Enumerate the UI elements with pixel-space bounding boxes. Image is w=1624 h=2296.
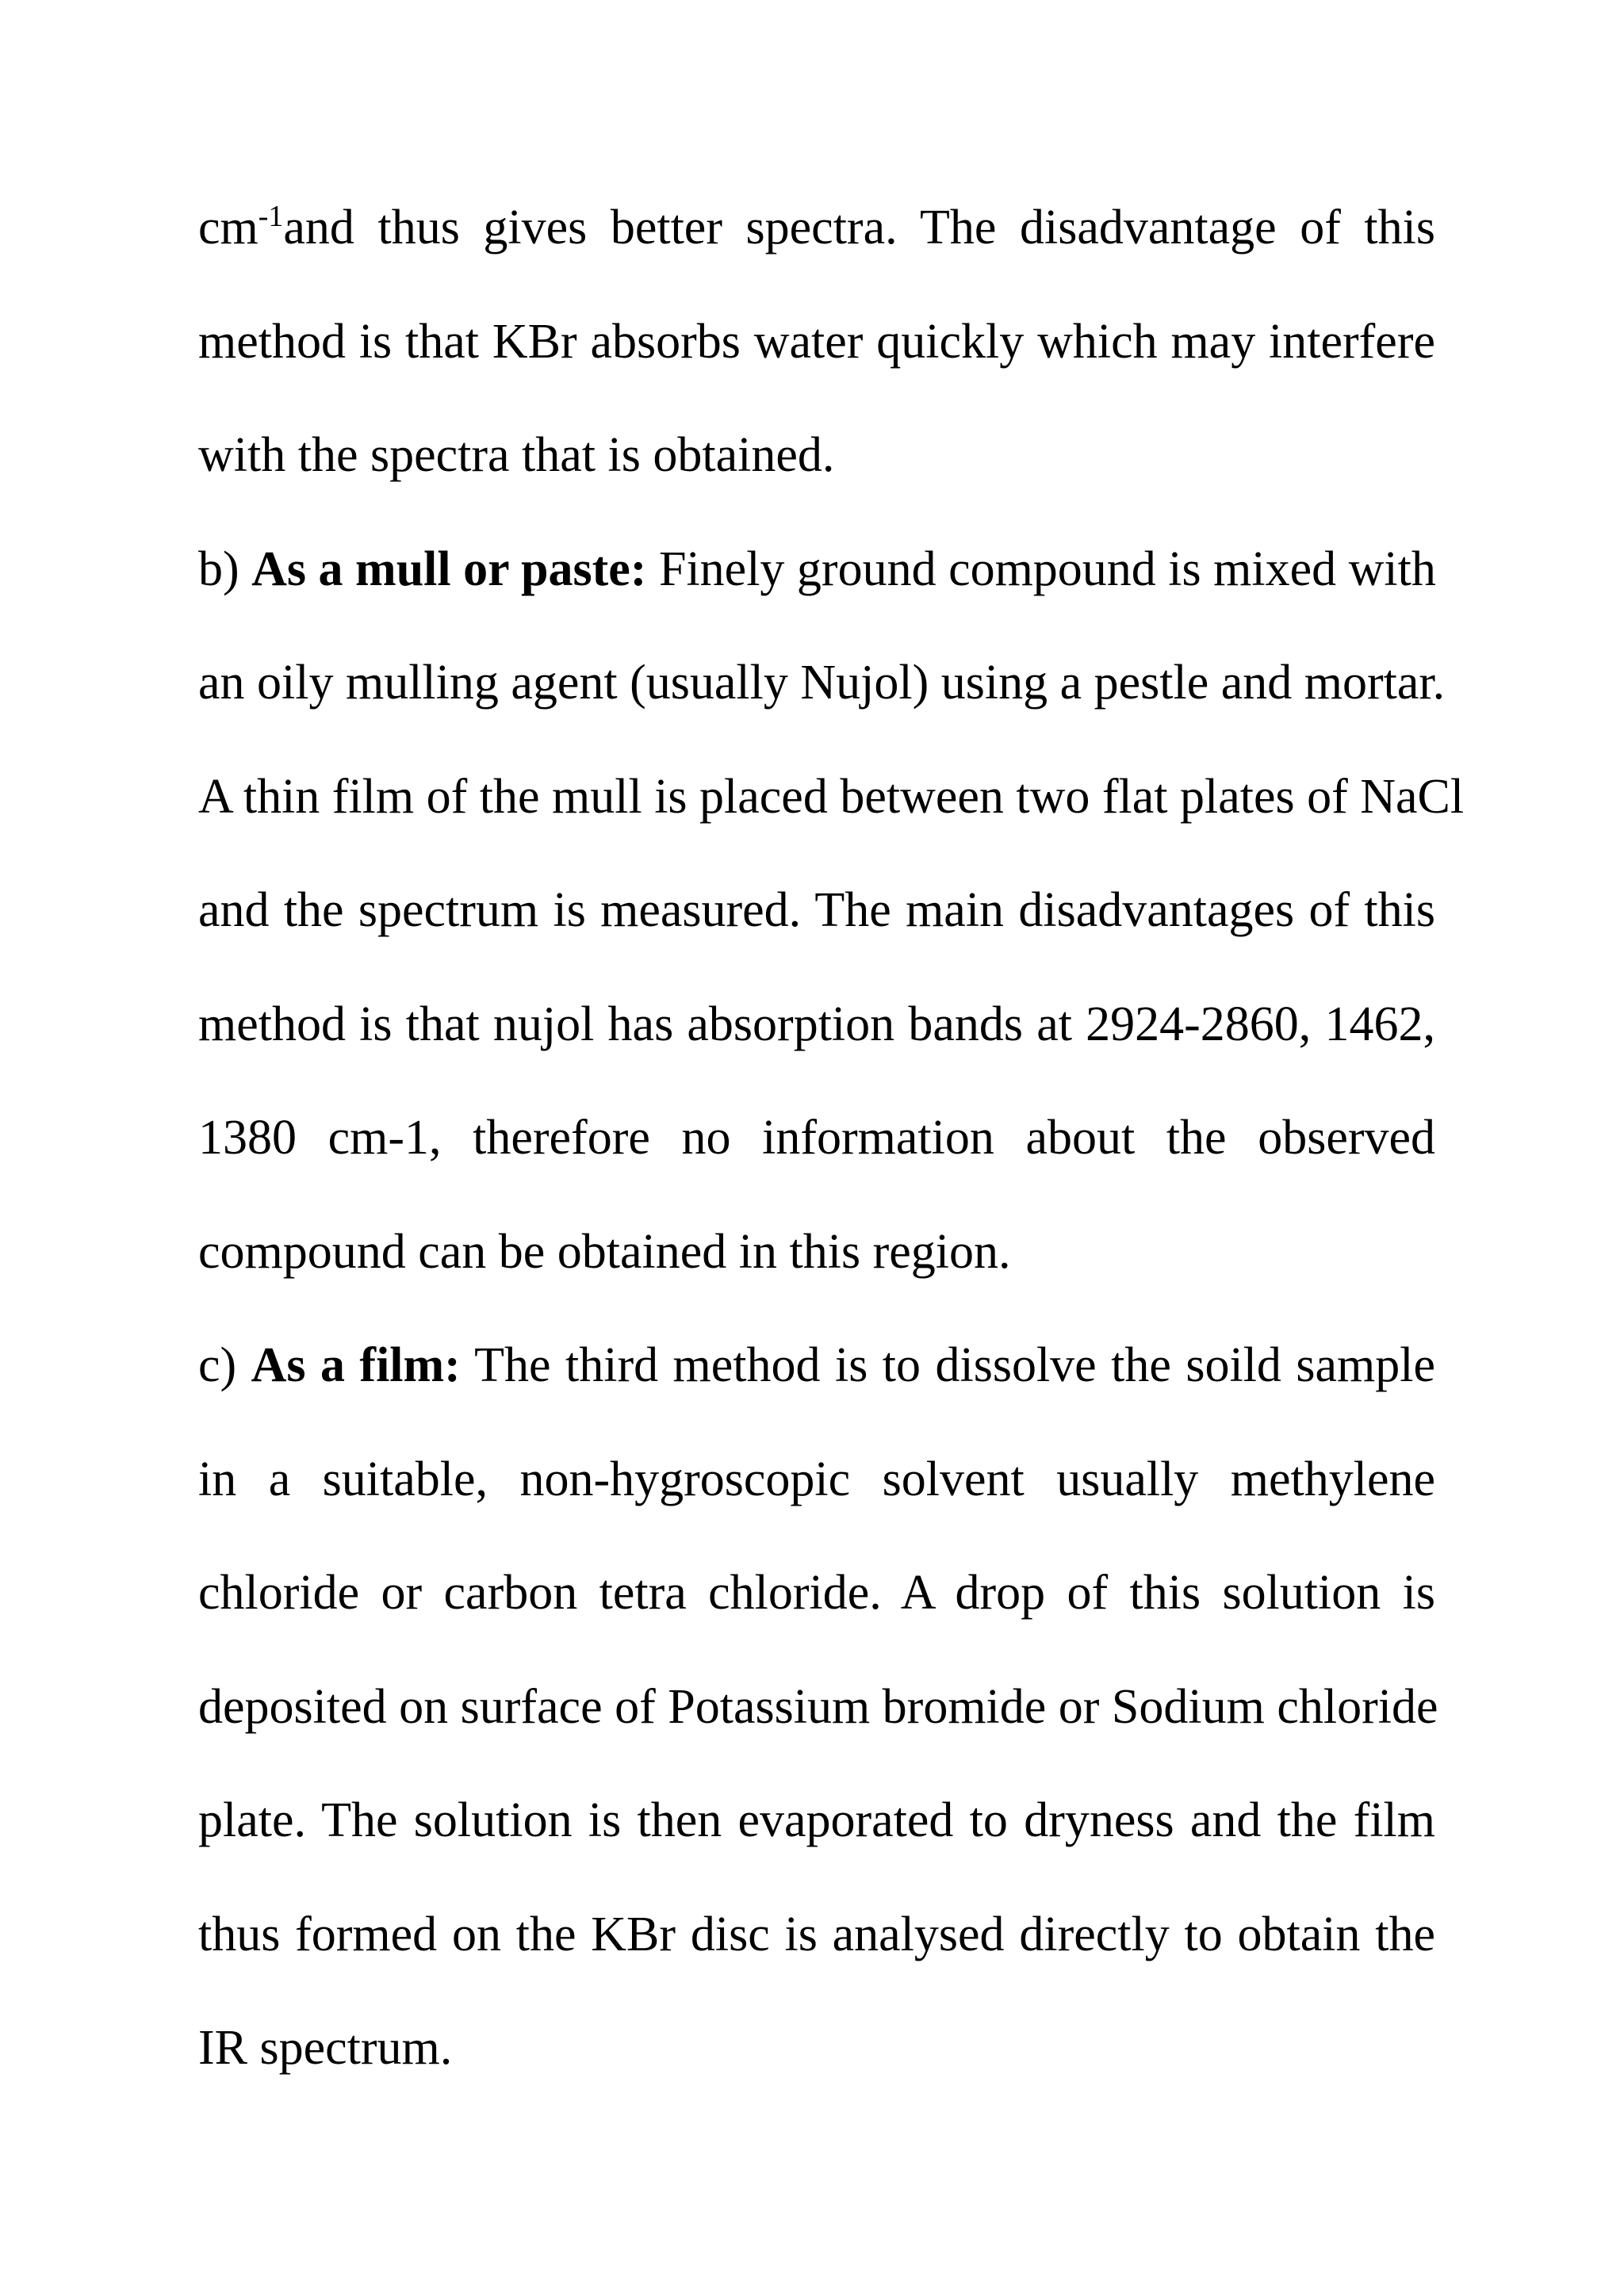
line-text: thus formed on the KBr disc is analysed directly to obtain the — [198, 1907, 1435, 1961]
text-line — [198, 867, 1435, 981]
line-text: 1380 cm-1, therefore no information about the observed — [198, 1111, 1435, 1165]
text-line — [198, 2004, 1435, 2118]
line-text: A thin film of the mull is placed between two flat plates of NaCl — [198, 769, 1465, 824]
body-text — [198, 184, 1465, 2118]
line-text: with the spectra that is obtained. — [198, 428, 835, 482]
text-line — [198, 411, 1435, 526]
text-line — [198, 1549, 1435, 1663]
line-text: plate. The solution is then evaporated to dryness and the film — [198, 1793, 1435, 1847]
superscript: -1 — [258, 200, 284, 233]
text-line — [198, 298, 1435, 412]
text-line — [198, 1208, 1435, 1322]
line-text: method is that nujol has absorption bands at 2924-2860, 1462, — [198, 997, 1435, 1051]
text-line — [198, 1094, 1435, 1208]
text-line — [198, 1322, 1435, 1436]
line-text: compound can be obtained in this region. — [198, 1224, 1011, 1279]
list-marker: c) — [198, 1338, 251, 1392]
text-line — [198, 981, 1435, 1095]
text-line — [198, 639, 1446, 753]
section-heading: As a mull or paste: — [251, 541, 647, 596]
text-line — [198, 1891, 1435, 2005]
text-line — [198, 184, 1435, 298]
line-text: and thus gives better spectra. The disadvantage of this — [283, 201, 1435, 254]
line-text: method is that KBr absorbs water quickly which may interfere — [198, 314, 1435, 369]
line-text: an oily mulling agent (usually Nujol) using a pestle and mortar. — [198, 656, 1446, 710]
section-heading: As a film: — [251, 1338, 461, 1392]
line-text: in a suitable, non-hygroscopic solvent usually methylene — [198, 1452, 1435, 1506]
line-text: deposited on surface of Potassium bromide or Sodium chloride — [198, 1679, 1438, 1734]
text-line — [198, 1777, 1435, 1891]
text-line — [198, 1436, 1435, 1550]
line-text: and the spectrum is measured. The main disadvantages of this — [198, 883, 1435, 937]
text-line — [198, 753, 1465, 867]
line-text: chloride or carbon tetra chloride. A drop of this solution is — [198, 1566, 1435, 1620]
line-text: Finely ground compound is mixed with — [646, 541, 1436, 596]
list-marker: b) — [198, 541, 252, 596]
text-line — [198, 1663, 1438, 1777]
line-text: The third method is to dissolve the soild sample — [460, 1338, 1435, 1392]
unit-text: cm — [198, 201, 259, 254]
line-text: IR spectrum. — [198, 2021, 453, 2075]
text-line — [198, 526, 1435, 640]
